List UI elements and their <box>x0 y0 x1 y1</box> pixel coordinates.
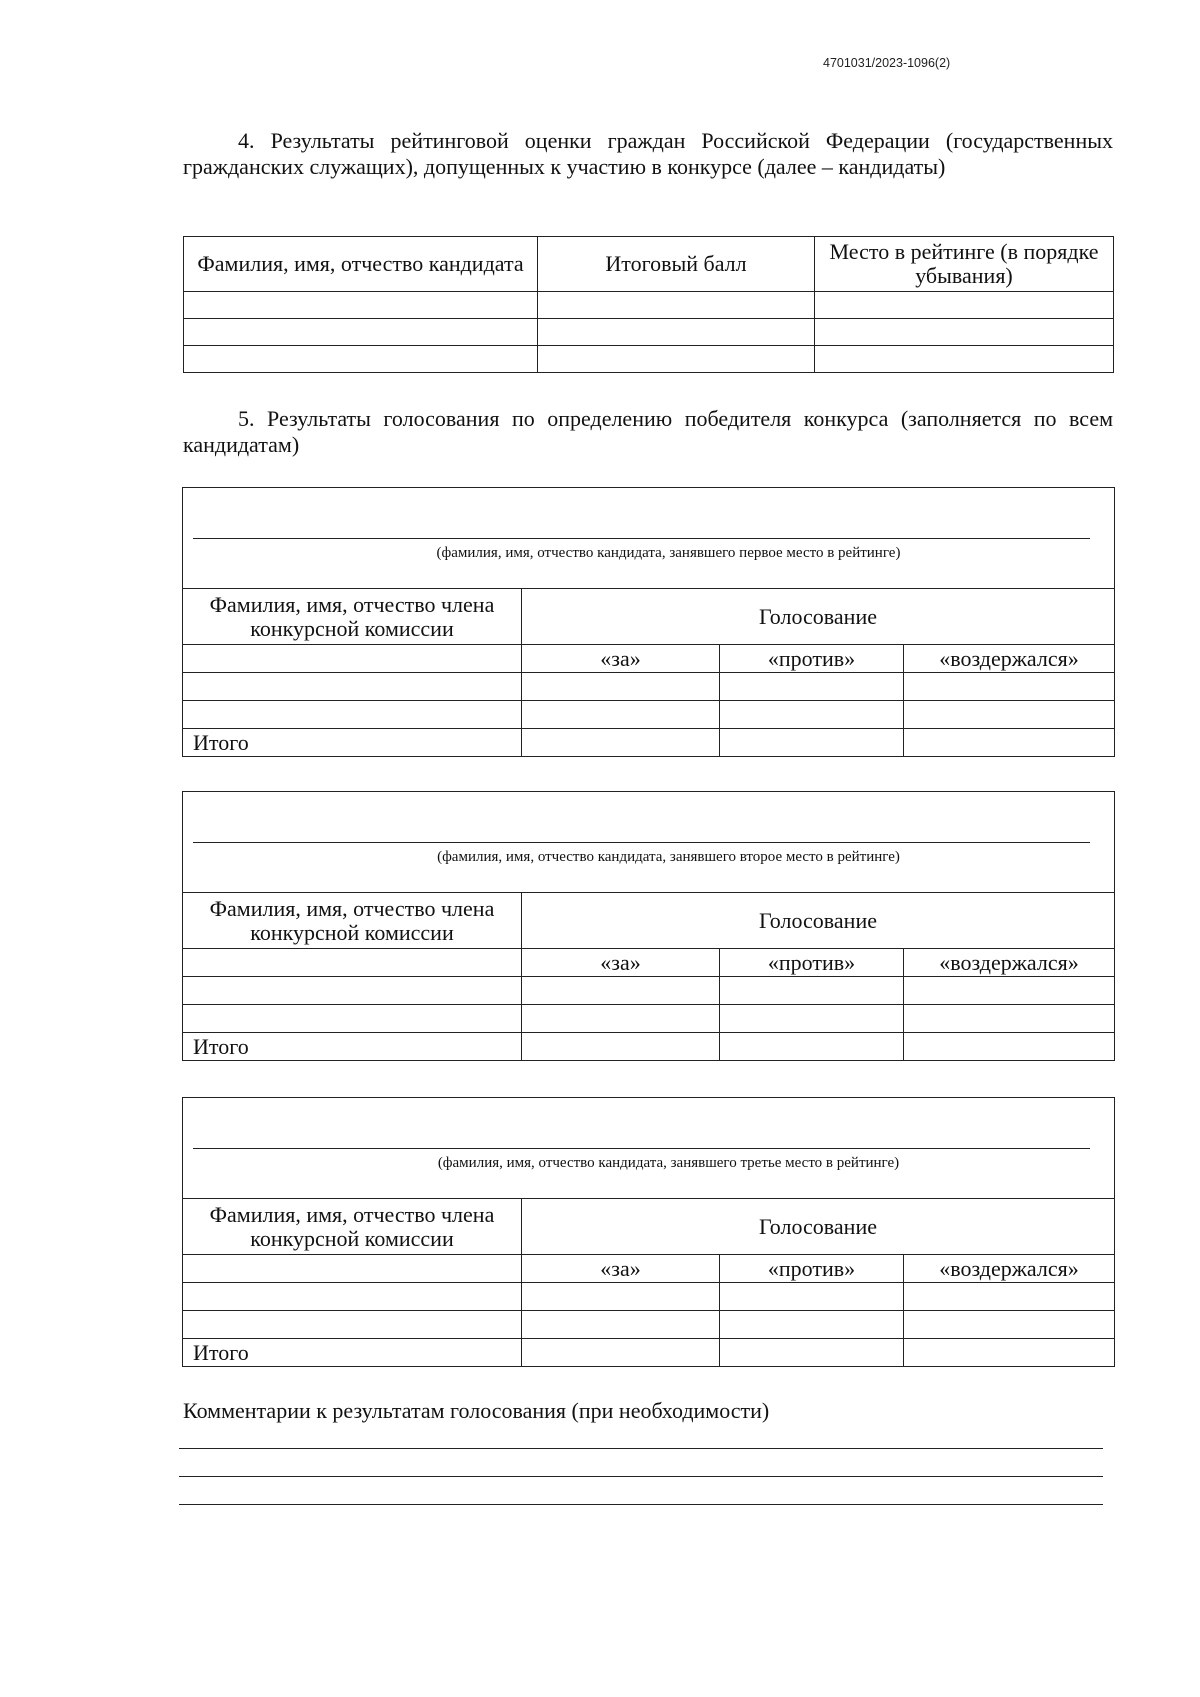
table-row <box>183 977 1115 1005</box>
vote-cell[interactable] <box>720 977 904 1005</box>
comment-line[interactable] <box>179 1476 1103 1477</box>
vote-cell[interactable] <box>904 1311 1115 1339</box>
table-row <box>183 1005 1115 1033</box>
member-cell[interactable] <box>183 673 522 701</box>
vote-cell[interactable] <box>904 701 1115 729</box>
document-number: 4701031/2023-1096(2) <box>823 56 951 70</box>
rating-cell[interactable] <box>815 319 1114 346</box>
section4-number: 4. <box>238 128 255 153</box>
vote-abstain-header: «воздержался» <box>904 1255 1115 1283</box>
vote-for-header: «за» <box>522 1255 720 1283</box>
member-cell[interactable] <box>183 1283 522 1311</box>
candidate-caption: (фамилия, имя, отчество кандидата, занявшего третье место в рейтинге) <box>437 1155 900 1171</box>
candidate-name-line[interactable] <box>193 842 1090 843</box>
vote-cell[interactable] <box>904 1283 1115 1311</box>
vote-cell[interactable] <box>720 673 904 701</box>
vote-cell[interactable] <box>522 673 720 701</box>
rating-cell[interactable] <box>184 346 538 373</box>
vote-cell[interactable] <box>904 977 1115 1005</box>
vote-cell[interactable] <box>522 1033 720 1061</box>
section5-text: Результаты голосования по определению победителя конкурса (заполняется по всем кандидатам) <box>183 406 1114 457</box>
vote-abstain-header: «воздержался» <box>904 645 1115 673</box>
table-row <box>183 1311 1115 1339</box>
vote-against-header: «против» <box>720 1255 904 1283</box>
table-row <box>184 292 1114 319</box>
vote-cell[interactable] <box>720 701 904 729</box>
vote-cell[interactable] <box>522 1311 720 1339</box>
vote-against-header: «против» <box>720 645 904 673</box>
vote-cell[interactable] <box>720 1005 904 1033</box>
table-row <box>183 1283 1115 1311</box>
candidate-cell <box>183 792 1115 893</box>
candidate-caption: (фамилия, имя, отчество кандидата, занявшего второе место в рейтинге) <box>437 849 900 865</box>
vote-cell[interactable] <box>720 1283 904 1311</box>
member-cell[interactable] <box>183 701 522 729</box>
total-row <box>183 1033 1115 1061</box>
total-label: Итого <box>183 729 522 757</box>
rating-col-score: Итоговый балл <box>538 237 815 292</box>
vote-cell[interactable] <box>522 1283 720 1311</box>
vote-cell[interactable] <box>522 729 720 757</box>
vote-cell[interactable] <box>904 729 1115 757</box>
candidate-cell <box>183 488 1115 589</box>
vote-cell[interactable] <box>904 1005 1115 1033</box>
rating-table <box>183 236 1114 373</box>
rating-cell[interactable] <box>538 292 815 319</box>
vote-cell[interactable] <box>522 1005 720 1033</box>
table-row <box>184 319 1114 346</box>
total-label: Итого <box>183 1339 522 1367</box>
candidate-name-line[interactable] <box>193 538 1090 539</box>
member-cell[interactable] <box>183 949 522 977</box>
member-cell[interactable] <box>183 977 522 1005</box>
comments-title: Комментарии к результатам голосования (при необходимости) <box>183 1398 770 1423</box>
member-header: Фамилия, имя, отчество члена конкурсной комиссии <box>183 1199 522 1255</box>
vote-against-header: «против» <box>720 949 904 977</box>
total-label: Итого <box>183 1033 522 1061</box>
vote-table-first <box>182 487 1115 757</box>
vote-cell[interactable] <box>720 729 904 757</box>
vote-abstain-header: «воздержался» <box>904 949 1115 977</box>
member-cell[interactable] <box>183 645 522 673</box>
member-cell[interactable] <box>183 1255 522 1283</box>
rating-cell[interactable] <box>538 346 815 373</box>
candidate-name-line[interactable] <box>193 1148 1090 1149</box>
section5-number: 5. <box>238 406 255 431</box>
vote-header: Голосование <box>522 893 1115 949</box>
member-cell[interactable] <box>183 1311 522 1339</box>
candidate-caption: (фамилия, имя, отчество кандидата, занявшего первое место в рейтинге) <box>436 545 901 561</box>
rating-cell[interactable] <box>538 319 815 346</box>
table-row <box>184 346 1114 373</box>
comment-line[interactable] <box>179 1504 1103 1505</box>
vote-cell[interactable] <box>522 977 720 1005</box>
member-header: Фамилия, имя, отчество члена конкурсной комиссии <box>183 589 522 645</box>
vote-for-header: «за» <box>522 949 720 977</box>
vote-header: Голосование <box>522 1199 1115 1255</box>
candidate-cell <box>183 1098 1115 1199</box>
rating-cell[interactable] <box>815 346 1114 373</box>
vote-cell[interactable] <box>720 1339 904 1367</box>
member-header: Фамилия, имя, отчество члена конкурсной комиссии <box>183 893 522 949</box>
vote-cell[interactable] <box>904 673 1115 701</box>
rating-cell[interactable] <box>184 319 538 346</box>
member-cell[interactable] <box>183 1005 522 1033</box>
rating-cell[interactable] <box>184 292 538 319</box>
vote-cell[interactable] <box>720 1311 904 1339</box>
vote-for-header: «за» <box>522 645 720 673</box>
vote-table-second <box>182 791 1115 1061</box>
vote-cell[interactable] <box>522 701 720 729</box>
total-row <box>183 729 1115 757</box>
vote-cell[interactable] <box>904 1033 1115 1061</box>
total-row <box>183 1339 1115 1367</box>
rating-cell[interactable] <box>815 292 1114 319</box>
vote-cell[interactable] <box>720 1033 904 1061</box>
rating-col-place: Место в рейтинге (в порядке убывания) <box>815 237 1114 292</box>
table-row <box>183 673 1115 701</box>
section5-paragraph <box>183 406 1113 458</box>
table-row <box>183 701 1115 729</box>
vote-header: Голосование <box>522 589 1115 645</box>
section4-paragraph <box>183 128 1113 180</box>
vote-cell[interactable] <box>904 1339 1115 1367</box>
comment-line[interactable] <box>179 1448 1103 1449</box>
vote-cell[interactable] <box>522 1339 720 1367</box>
rating-col-name: Фамилия, имя, отчество кандидата <box>184 237 538 292</box>
vote-table-third <box>182 1097 1115 1367</box>
section4-text: Результаты рейтинговой оценки граждан Российской Федерации (государственных гражданских служащих), допущенных к участию в конкурсе (далее – кандидаты) <box>183 128 1114 179</box>
